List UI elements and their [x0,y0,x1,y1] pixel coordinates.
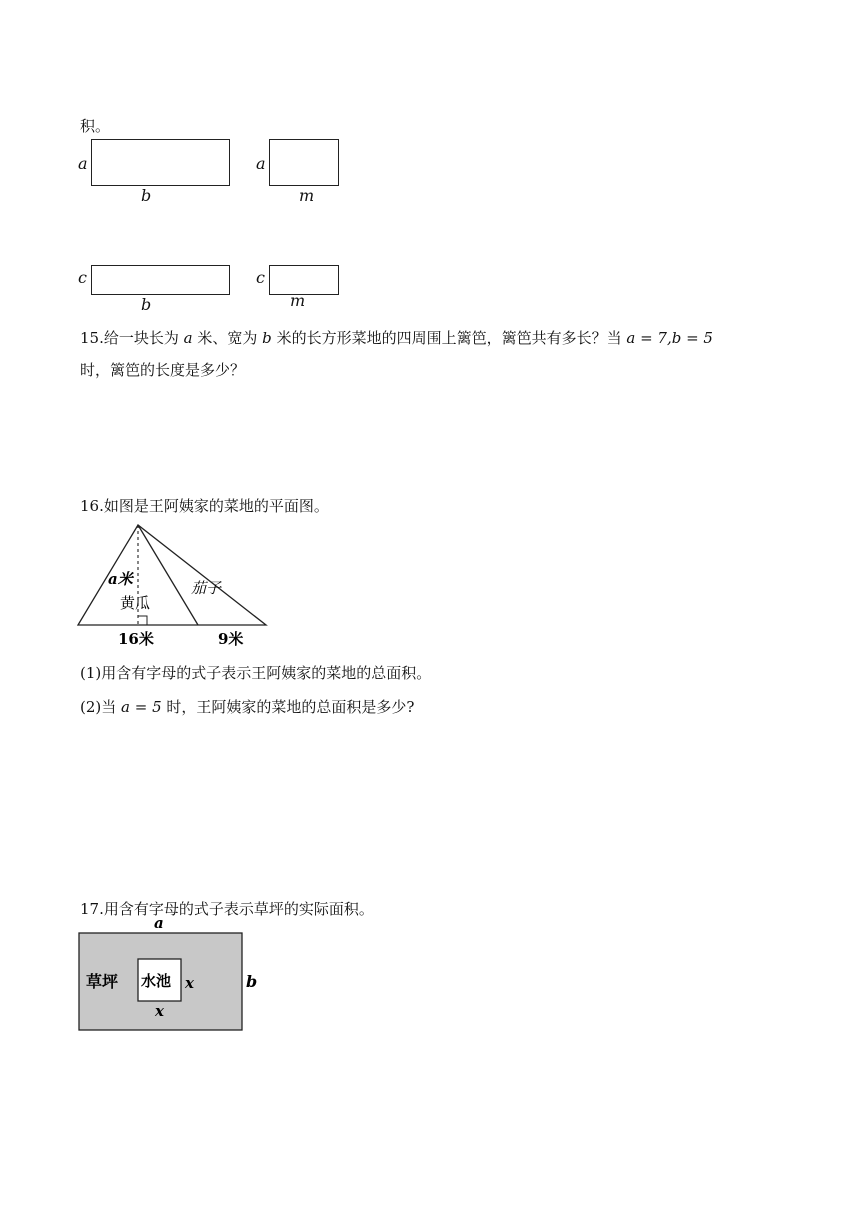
q17-lawn-figure [70,914,270,1032]
q15-line2: 时，篱笆的长度是多少？ [80,361,246,379]
rect2 [269,139,339,186]
rect3-side-label: c [78,268,87,287]
base-right-label: 9米 [218,630,244,648]
height-label: a米 [108,570,133,588]
q17-title: 17.用含有字母的式子表示草坪的实际面积。 [80,900,374,918]
rect1-bottom-label: b [141,186,152,205]
q16-sub2-pre: (2)当 [80,698,117,716]
q16-triangle-figure [76,520,276,650]
right-angle-mark [138,616,147,625]
lawn-label: 草坪 [86,972,119,991]
q15-line1 [80,328,713,348]
q15-mid2: 米的长方形菜地的四周围上篱笆，篱笆共有多长？当 [276,329,622,347]
q16-sub2 [80,697,414,717]
q15-mid1: 米、宽为 [197,329,258,347]
pool-label: 水池 [141,972,172,990]
eggplant-label: 茄子 [191,579,222,597]
large-triangle [78,525,266,625]
rect3-bottom-label: b [141,295,152,314]
q14-tail-text: 积。 [80,117,111,135]
rect2-bottom-label: m [299,186,315,205]
rect1 [91,139,230,186]
pool-bottom-label: x [155,1002,164,1020]
cucumber-label: 黄瓜 [120,594,151,612]
q15-var-a: a [183,329,193,347]
q15-condition: a = 7,b = 5 [626,329,713,347]
base-left-label: 16米 [118,630,154,648]
q16-sub1: (1)用含有字母的式子表示王阿姨家的菜地的总面积。 [80,664,432,682]
rect1-side-label: a [78,154,88,173]
rect2-side-label: a [256,154,266,173]
rect4-side-label: c [256,268,265,287]
rect4-bottom-label: m [290,291,306,310]
q15-pre: 15.给一块长为 [80,329,179,347]
lawn-width-label: a [154,914,164,932]
rect3 [91,265,230,295]
q16-sub2-post: 时，王阿姨家的菜地的总面积是多少? [166,698,415,716]
pool-side-label: x [185,974,194,992]
q16-sub2-condition: a = 5 [121,698,162,716]
q15-var-b: b [262,329,272,347]
lawn-height-label: b [246,972,258,991]
q16-title: 16.如图是王阿姨家的菜地的平面图。 [80,497,329,515]
